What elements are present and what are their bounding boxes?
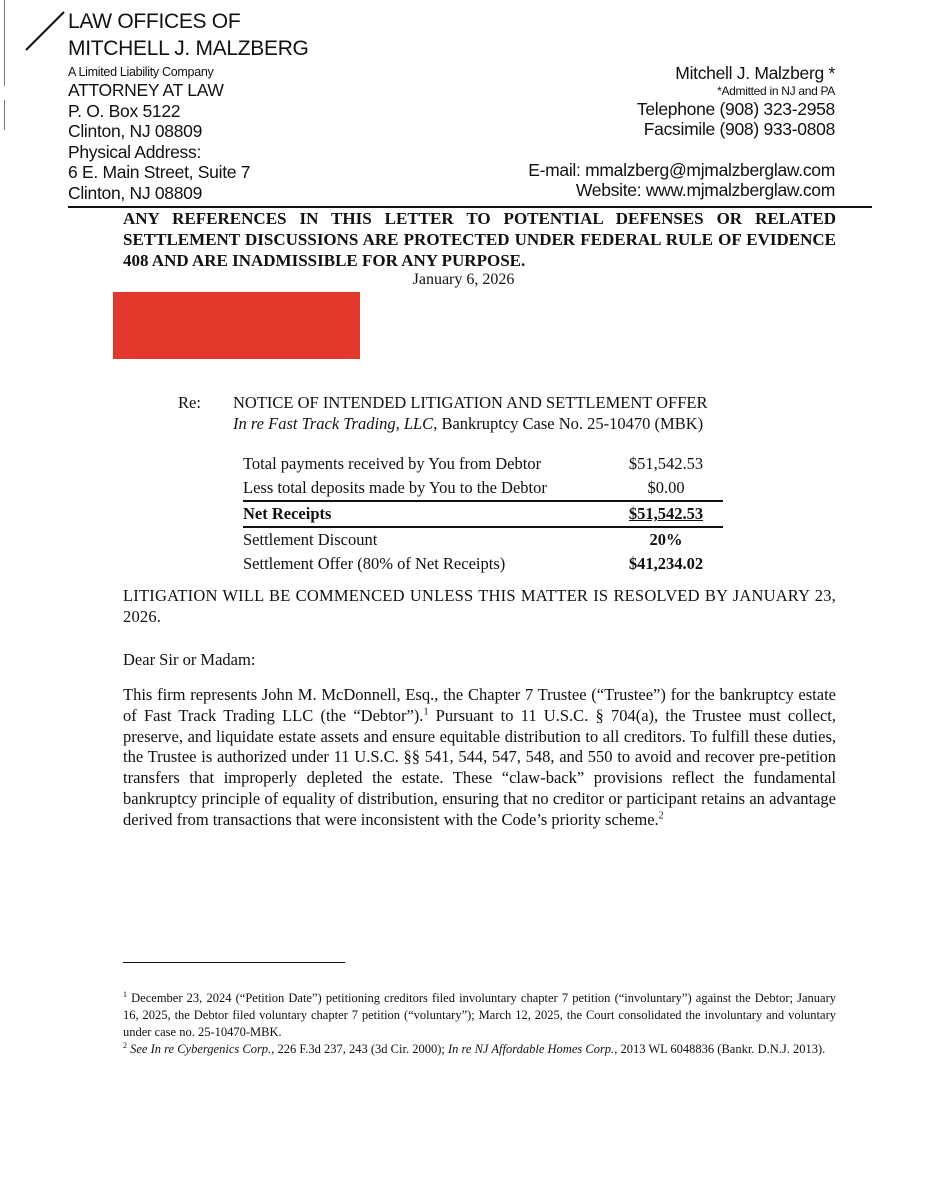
row-label: Total payments received by You from Debtor (243, 454, 542, 473)
email-link[interactable]: E-mail: mmalzberg@mjmalzberglaw.com (528, 159, 835, 180)
footnote-2-see: See In re Cybergenics Corp. (127, 1042, 272, 1056)
settlement-summary-table (243, 452, 723, 576)
mailing-city-zip: Clinton, NJ 08809 (68, 121, 203, 142)
footnote-1-text: December 23, 2024 (“Petition Date”) petitioning creditors filed involuntary chapter 7 petition (“involuntary”) against the Debtor; January 16, 2025, the Debtor filed voluntary chapter 7 petition (“voluntary”); March 12, 2025, the Court consolidated the involuntary and voluntary under case no. 25-10470-MBK. (123, 991, 836, 1039)
letterhead-left-block (68, 65, 250, 204)
row-label: Settlement Discount (243, 530, 378, 549)
footnote-2 (123, 1041, 836, 1058)
re-subject: NOTICE OF INTENDED LITIGATION AND SETTLEMENT OFFER (233, 393, 708, 412)
row-label: Net Receipts (243, 501, 609, 527)
body-paragraph (123, 685, 836, 831)
fre-408-notice: ANY REFERENCES IN THIS LETTER TO POTENTIAL DEFENSES OR RELATED SETTLEMENT DISCUSSIONS ARE PROTECTED UNDER FEDERAL RULE OF EVIDENCE 408 AND ARE INADMISSIBLE FOR ANY PURPOSE. (123, 209, 836, 270)
admission-note: *Admitted in NJ and PA (717, 83, 835, 98)
footnote-2-mid: , 226 F.3d 237, 243 (3d Cir. 2000); (271, 1042, 448, 1056)
scan-edge-mark (4, 0, 5, 86)
row-value: $51,542.53 (628, 454, 704, 473)
table-row (243, 527, 723, 552)
table-row (243, 476, 723, 501)
row-label: Less total deposits made by You to the Debtor (243, 476, 609, 501)
letterhead-right-block (528, 63, 835, 201)
telephone: Telephone (908) 323-2958 (636, 98, 835, 119)
body-text-part2: Pursuant to 11 U.S.C. § 704(a), the Trustee must collect, preserve, and liquidate estate assets and ensure equitable distribution to all creditors. To fulfill these duties, the Trustee is authorized under 11 U.S.C. §§ 541, 544, 547, 548, and 550 to avoid and recover pre-petition transfers that improperly depleted the estate. These “claw-back” provisions reflect the fundamental bankruptcy principle of equality of distribution, ensuring that no creditor or participant retains an advantage derived from transactions that were inconsistent with the Code’s priority scheme. (123, 705, 836, 829)
case-name: In re Fast Track Trading, LLC (233, 414, 434, 433)
re-label: Re: (178, 393, 201, 412)
scan-edge-mark (4, 100, 5, 130)
po-box: P. O. Box 5122 (68, 100, 181, 121)
slash-mark-icon (22, 8, 68, 54)
footnote-2-end: , 2013 WL 6048836 (Bankr. D.N.J. 2013). (614, 1042, 826, 1056)
litigation-warning: LITIGATION WILL BE COMMENCED UNLESS THIS MATTER IS RESOLVED BY JANUARY 23, 2026. (123, 586, 836, 626)
footnote-divider (123, 962, 345, 963)
website-link[interactable]: Website: www.mjmalzberglaw.com (575, 180, 835, 201)
footnote-ref-2[interactable]: 2 (658, 810, 664, 822)
footnote-marker-1: 1 (123, 989, 127, 999)
row-value: $51,542.53 (609, 501, 723, 527)
attorney-name: Mitchell J. Malzberg * (675, 63, 835, 83)
case-number: , Bankruptcy Case No. 25-10470 (MBK) (433, 414, 704, 433)
letter-date: January 6, 2026 (412, 271, 515, 288)
physical-street: 6 E. Main Street, Suite 7 (68, 162, 251, 183)
footnote-marker-2: 2 (123, 1040, 127, 1050)
body-text-part1: This firm represents John M. McDonnell, Esq., the Chapter 7 Trustee (“Trustee”) for the bankruptcy estate of Fast Track Trading LLC (the “Debtor”). (123, 685, 836, 725)
salutation: Dear Sir or Madam: (123, 650, 256, 669)
re-case-line (233, 414, 703, 434)
row-value: 20% (649, 530, 683, 549)
row-value: $0.00 (609, 476, 723, 501)
entity-type: A Limited Liability Company (68, 65, 214, 79)
footnotes-block (123, 990, 836, 1058)
redacted-recipient-block (113, 292, 360, 359)
physical-address-label: Physical Address: (68, 141, 202, 162)
firm-name-line2: MITCHELL J. MALZBERG (68, 37, 309, 60)
attorney-title: ATTORNEY AT LAW (68, 80, 224, 100)
firm-name-line1: LAW OFFICES OF (68, 10, 241, 33)
footnote-2-case2: In re NJ Affordable Homes Corp. (447, 1042, 615, 1056)
footnote-ref-1[interactable]: 1 (423, 706, 429, 718)
table-row (243, 452, 723, 476)
table-row (243, 501, 723, 527)
facsimile: Facsimile (908) 933-0808 (643, 119, 835, 140)
row-label: Settlement Offer (80% of Net Receipts) (243, 554, 506, 573)
table-row (243, 552, 723, 576)
row-value: $41,234.02 (628, 554, 704, 573)
physical-city-zip: Clinton, NJ 08809 (68, 182, 203, 203)
footnote-1 (123, 990, 836, 1041)
